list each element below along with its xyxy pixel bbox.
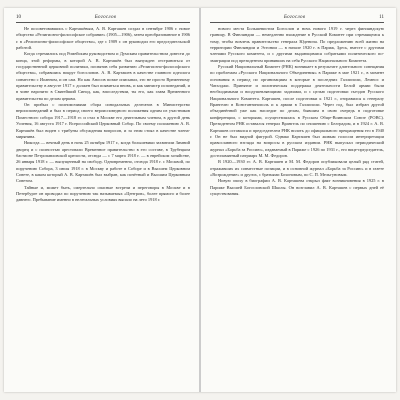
- right-paragraph: Новую эпоху в биографии А. В. Карташева открыл факт возникновения в 1925 г. в Париже Высшей Богословской Школы. Он возглавил А. В. Карташев с первых дней её существования.: [210, 178, 384, 196]
- book-spread: [4, 8, 396, 392]
- left-paragraph: Тайные и, может быть, смертельно опасные встречи и переговоры в Москве и в Петербурге он проводил по поручению так называемых «Центров», более прямого и более давнего. Пребывание именно в нелегальных условиях выпало на лето 1918 г.: [16, 184, 190, 203]
- left-page: [4, 8, 200, 392]
- left-page-number: 10: [16, 15, 21, 20]
- left-paragraph: Когда стремились под Ромейским руководством и Думским правительством довести до конца, этой реформы, в которой А. В. Карташёв был вынужден отстраниться от государственной церковной политики, посвятив себя развитию «Религиозно-философского общества», собравшись вокруг богословов. А. В. Карташев в качестве главного идеолога совместно с Иоанном, и он сам. Но как Аносов позже описывал, это не просто Временному правительству в августе 1917 г. должен был появиться вновь, и как министр исповеданий, и в чине нарочито в Святейший Синод, как, впоследствии, ты его, как глава Временного правительства по делам церкви.: [16, 51, 190, 101]
- right-paragraph: Русский Национальный Комитет (РНК) возникает в результате длительного совещания по проблемам «Русского Национального Объединения» в Париже в мае 1921 г., в момент основания в период по организациям в которые в последних Галлиполи, Лемнос и Чаталджи. Принятие и политическая поддержка деятельности Белой армии были необходимыми и воодушевляющими задачами, и с целью подготовки съездов Русского Национального Комитета. Карташев, после подготовки к 1921 г., отправился к генералу Врангелю в Константинополь и к армии в Галлиполи. Через год, был избран другой объединённой уже как наследие по делам, бывшим в свою очередь в подготовке конференции, с которыми, осуществлялась в Русском Обще-Воинском Союзе (РОВС). Президентом РНК оставался генерал Врангель по сношению с Белградом, и в 1924 г. А. В. Карташев оставался и председателем РНК вплоть до официального прекращения его в 1940 г. Он не был видной фигурой. Однако Карташев был живым голосом интерпретации православного взгляда на вопросы в русском издании. РНК выпускал периодический журнал «Борьба за Россию», издаваемый в Париже с 1926 по 1931 г., его вице-председатель, достопамятный патриарх М. М. Федоров.: [210, 64, 384, 158]
- left-running-title: Богослов: [94, 15, 117, 20]
- right-running-title: Богослов: [283, 15, 306, 20]
- left-paragraph: Он прибыл с полномочиями сбора синодальных делегатов в Министерство вероисповеданий и был в период своего вероисповедного положения одним из участников Поместного собора 1917—1918 гг. и стал в Москве его деятельным членом, в другой день Успения, 16 августа 1917 г. Всероссийский Церковный Собор. По своему положению А. В. Карташёв был виден с трибуны обсуждения вопросов, и за этим стоял в качестве члена-мирянина.: [16, 102, 190, 139]
- left-running-head: [16, 14, 190, 23]
- left-paragraph: Не посоветовавшись с Карташёвым, А. В. Карташев создал в сентябре 1906 г. новое общество «Религиозно-философское собрание» (1905—1906), затем преобразованное в 1906 г. в «Религиозно-философское общество», где с 1909 г. он руководил его председательской работой.: [16, 26, 190, 51]
- right-paragraph: В 1920—1930 гг. А. В. Карташев и М. М. Федоров опубликовали целый ряд статей, отражавших их совместные позиции, и в основной журнал «Борьба за Россию» и в газете «Возрождение» и других, с братьями Бохоновым, по С. П. Мельгуновым.: [210, 159, 384, 177]
- right-page-number: 11: [379, 15, 384, 20]
- right-page: [200, 8, 396, 392]
- left-paragraph: Никогда — вечный день в ночь 25 октября 1917 г., когда большевики захватили Зимний дворец и с полностью арестовали Временное правительство в его составе, в Трубецком бастионе Петропавловской крепости, отсюда — с 7 марта 1918 г. — в еврейском хозяйстве, 26 января 1918 г. — выпущенный на свободу. Одновременно, отсюда 1918 г. с Москвой, по поручению Собора, 3 июля 1918 г. в Москву и работе в Соборе и в Высшем Церковном Совете, в каком который А. В. Карташёв был выбран, как почётный и Высшим Церковным Советом.: [16, 140, 190, 184]
- right-paragraph: нового места Большевистом Богослов и ночь нового 1919 г. через финляндскую границу. В Финляндии — немедленно вхождение в Русский Комитет при стремящемся к тому, чтобы вовлечь правительство генерала Юденича. По предложению всей жизни на территории Финляндии и Эстонии — в начале 1920 г. в Париж, Здесь, вместе с другими членами Русского комитета, и с другими выдающимися собратьями политического по-эмиграции под президентом принявших на себя Русского Национального Комитета.: [210, 26, 384, 63]
- right-running-head: [210, 14, 384, 23]
